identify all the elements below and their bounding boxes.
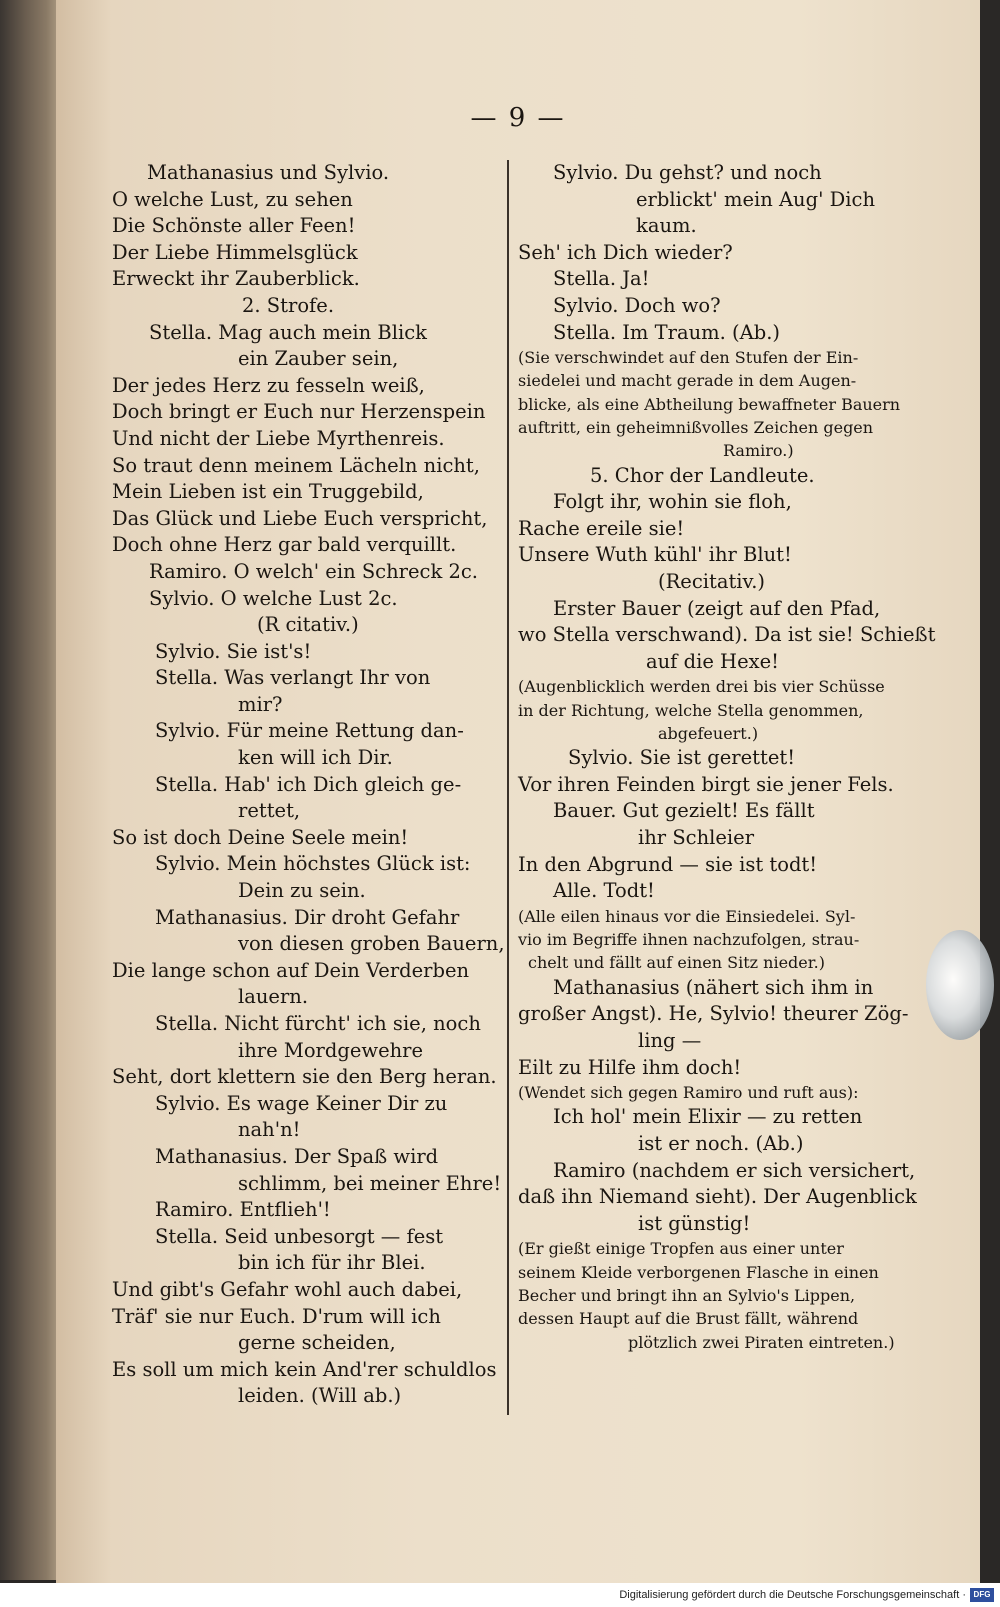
text-line: (R citativ.) [257, 613, 359, 637]
text-line: Träf' sie nur Euch. D'rum will ich [112, 1304, 441, 1328]
text-line: Der Liebe Himmelsglück [112, 240, 358, 264]
text-line: leiden. (Will ab.) [238, 1384, 402, 1408]
text-line: Und gibt's Gefahr wohl auch dabei, [112, 1277, 463, 1301]
text-line: erblickt' mein Aug' Dich [636, 187, 876, 211]
text-line: Stella. Seid unbesorgt — fest [155, 1224, 444, 1248]
text-line: (Recitativ.) [658, 570, 766, 594]
text-line: auftritt, ein geheimnißvolles Zeichen gegen [518, 418, 874, 438]
text-line: Sylvio. Du gehst? und noch [553, 161, 822, 184]
text-line: Ramiro.) [723, 441, 794, 461]
text-line: (Wendet sich gegen Ramiro und ruft aus): [518, 1083, 859, 1103]
text-line: ling — [638, 1028, 702, 1052]
text-line: (Er gießt einige Tropfen aus einer unter [518, 1239, 844, 1259]
text-line: Sylvio. Doch wo? [553, 293, 721, 317]
text-line: kaum. [636, 214, 697, 238]
text-line: Doch ohne Herz gar bald verquillt. [112, 533, 457, 557]
text-line: Mathanasius. Der Spaß wird [155, 1144, 439, 1168]
text-line: Der jedes Herz zu fesseln weiß, [112, 373, 425, 397]
page-number: — 9 — [470, 103, 566, 133]
text-line: Rache ereile sie! [518, 516, 685, 540]
column-divider [507, 160, 509, 1415]
text-line: O welche Lust, zu sehen [112, 187, 353, 211]
text-line: Mein Lieben ist ein Truggebild, [112, 480, 424, 504]
text-line: Die lange schon auf Dein Verderben [112, 958, 470, 982]
text-line: nah'n! [238, 1118, 301, 1142]
book-spine [0, 0, 58, 1580]
text-line: ken will ich Dir. [238, 746, 393, 770]
text-line: dessen Haupt auf die Brust fällt, während [518, 1309, 859, 1329]
text-line: Ramiro (nachdem er sich versichert, [553, 1158, 916, 1182]
text-line: von diesen groben Bauern, [238, 932, 505, 956]
text-line: So traut denn meinem Lächeln nicht, [112, 453, 480, 477]
book-page [56, 0, 980, 1583]
text-line: Ramiro. Entflieh'! [155, 1198, 331, 1222]
text-line: rettet, [238, 799, 301, 823]
text-line: Erster Bauer (zeigt auf den Pfad, [553, 596, 881, 620]
text-line: (Sie verschwindet auf den Stufen der Ein- [518, 348, 859, 368]
text-line: siedelei und macht gerade in dem Augen- [518, 371, 857, 391]
text-line: Sylvio. Es wage Keiner Dir zu [155, 1091, 448, 1115]
text-line: ist er noch. (Ab.) [638, 1132, 804, 1155]
text-line: Unsere Wuth kühl' ihr Blut! [518, 543, 792, 567]
text-line: Erweckt ihr Zauberblick. [112, 267, 360, 291]
scanner-finger-smudge [926, 930, 994, 1040]
text-line: (Augenblicklich werden drei bis vier Schüsse [518, 677, 885, 697]
left-text-column [112, 160, 562, 1410]
text-line: wo Stella verschwand). Da ist sie! Schießt [518, 623, 936, 647]
text-line: Stella. Nicht fürcht' ich sie, noch [155, 1012, 481, 1035]
text-line: Vor ihren Feinden birgt sie jener Fels. [518, 772, 894, 796]
text-line: mir? [238, 692, 283, 716]
text-line: Stella. Hab' ich Dich gleich ge- [155, 772, 462, 796]
text-line: Mathanasius (nähert sich ihm in [553, 975, 874, 999]
text-line: 2. Strofe. [242, 293, 335, 317]
text-line: bin ich für ihr Blei. [238, 1251, 426, 1275]
text-line: Und nicht der Liebe Myrthenreis. [112, 426, 445, 450]
text-line: schlimm, bei meiner Ehre! [238, 1171, 502, 1195]
text-line: Sylvio. O welche Lust 2c. [149, 586, 398, 610]
text-line: Das Glück und Liebe Euch verspricht, [112, 506, 488, 530]
text-line: (Alle eilen hinaus vor die Einsiedelei. Syl- [518, 906, 856, 926]
text-line: Bauer. Gut gezielt! Es fällt [553, 799, 815, 823]
text-line: blicke, als eine Abtheilung bewaffneter Bauern [518, 394, 901, 414]
text-line: ihre Mordgewehre [238, 1038, 424, 1062]
text-line: Es soll um mich kein And'rer schuldlos [112, 1357, 497, 1381]
text-line: 5. Chor der Landleute. [590, 463, 815, 487]
text-line: Sylvio. Mein höchstes Glück ist: [155, 852, 471, 876]
text-line: In den Abgrund — sie ist todt! [518, 852, 818, 876]
right-text-column [518, 160, 962, 1354]
text-line: abgefeuert.) [658, 723, 759, 743]
text-line: gerne scheiden, [238, 1331, 396, 1355]
text-line: vio im Begriffe ihnen nachzufolgen, strau- [518, 930, 860, 950]
text-line: chelt und fällt auf einen Sitz nieder.) [528, 953, 825, 973]
text-line: Becher und bringt ihn an Sylvio's Lippen, [518, 1285, 856, 1305]
text-line: Stella. Was verlangt Ihr von [155, 666, 431, 690]
text-line: Ramiro. O welch' ein Schreck 2c. [149, 559, 478, 583]
text-line: Mathanasius und Sylvio. [147, 161, 390, 184]
text-line: Mathanasius. Dir droht Gefahr [155, 905, 460, 929]
text-line: ist günstig! [638, 1211, 751, 1235]
text-line: seinem Kleide verborgenen Flasche in einen [518, 1262, 879, 1282]
text-line: Sylvio. Sie ist gerettet! [568, 746, 796, 770]
footer-credit-text: Digitalisierung gefördert durch die Deutsche Forschungsgemeinschaft · [619, 1589, 966, 1601]
text-line: lauern. [238, 985, 309, 1009]
text-line: daß ihn Niemand sieht). Der Augenblick [518, 1185, 917, 1209]
text-line: Alle. Todt! [553, 879, 655, 903]
text-line: Seht, dort klettern sie den Berg heran. [112, 1065, 497, 1089]
text-line: Die Schönste aller Feen! [112, 214, 356, 238]
text-line: Dein zu sein. [238, 879, 366, 903]
text-line: plötzlich zwei Piraten eintreten.) [628, 1332, 895, 1352]
text-line: auf die Hexe! [646, 649, 779, 673]
text-line: Eilt zu Hilfe ihm doch! [518, 1055, 742, 1079]
footer-credit-bar [0, 1583, 1000, 1607]
text-line: Ich hol' mein Elixir — zu retten [553, 1105, 863, 1129]
text-line: in der Richtung, welche Stella genommen, [518, 700, 864, 720]
text-line: Seh' ich Dich wieder? [518, 240, 733, 264]
text-line: Folgt ihr, wohin sie floh, [553, 490, 792, 514]
text-line: So ist doch Deine Seele mein! [112, 825, 409, 849]
text-line: Stella. Ja! [553, 267, 650, 291]
text-line: Stella. Mag auch mein Blick [149, 320, 427, 344]
text-line: ein Zauber sein, [238, 347, 399, 371]
text-line: Sylvio. Sie ist's! [155, 639, 312, 663]
text-line: Stella. Im Traum. (Ab.) [553, 320, 781, 344]
dfg-logo-icon: DFG [970, 1588, 994, 1602]
text-line: großer Angst). He, Sylvio! theurer Zög- [518, 1002, 909, 1026]
text-line: Sylvio. Für meine Rettung dan- [155, 719, 464, 743]
text-line: Doch bringt er Euch nur Herzenspein [112, 400, 486, 424]
text-line: ihr Schleier [638, 826, 755, 850]
